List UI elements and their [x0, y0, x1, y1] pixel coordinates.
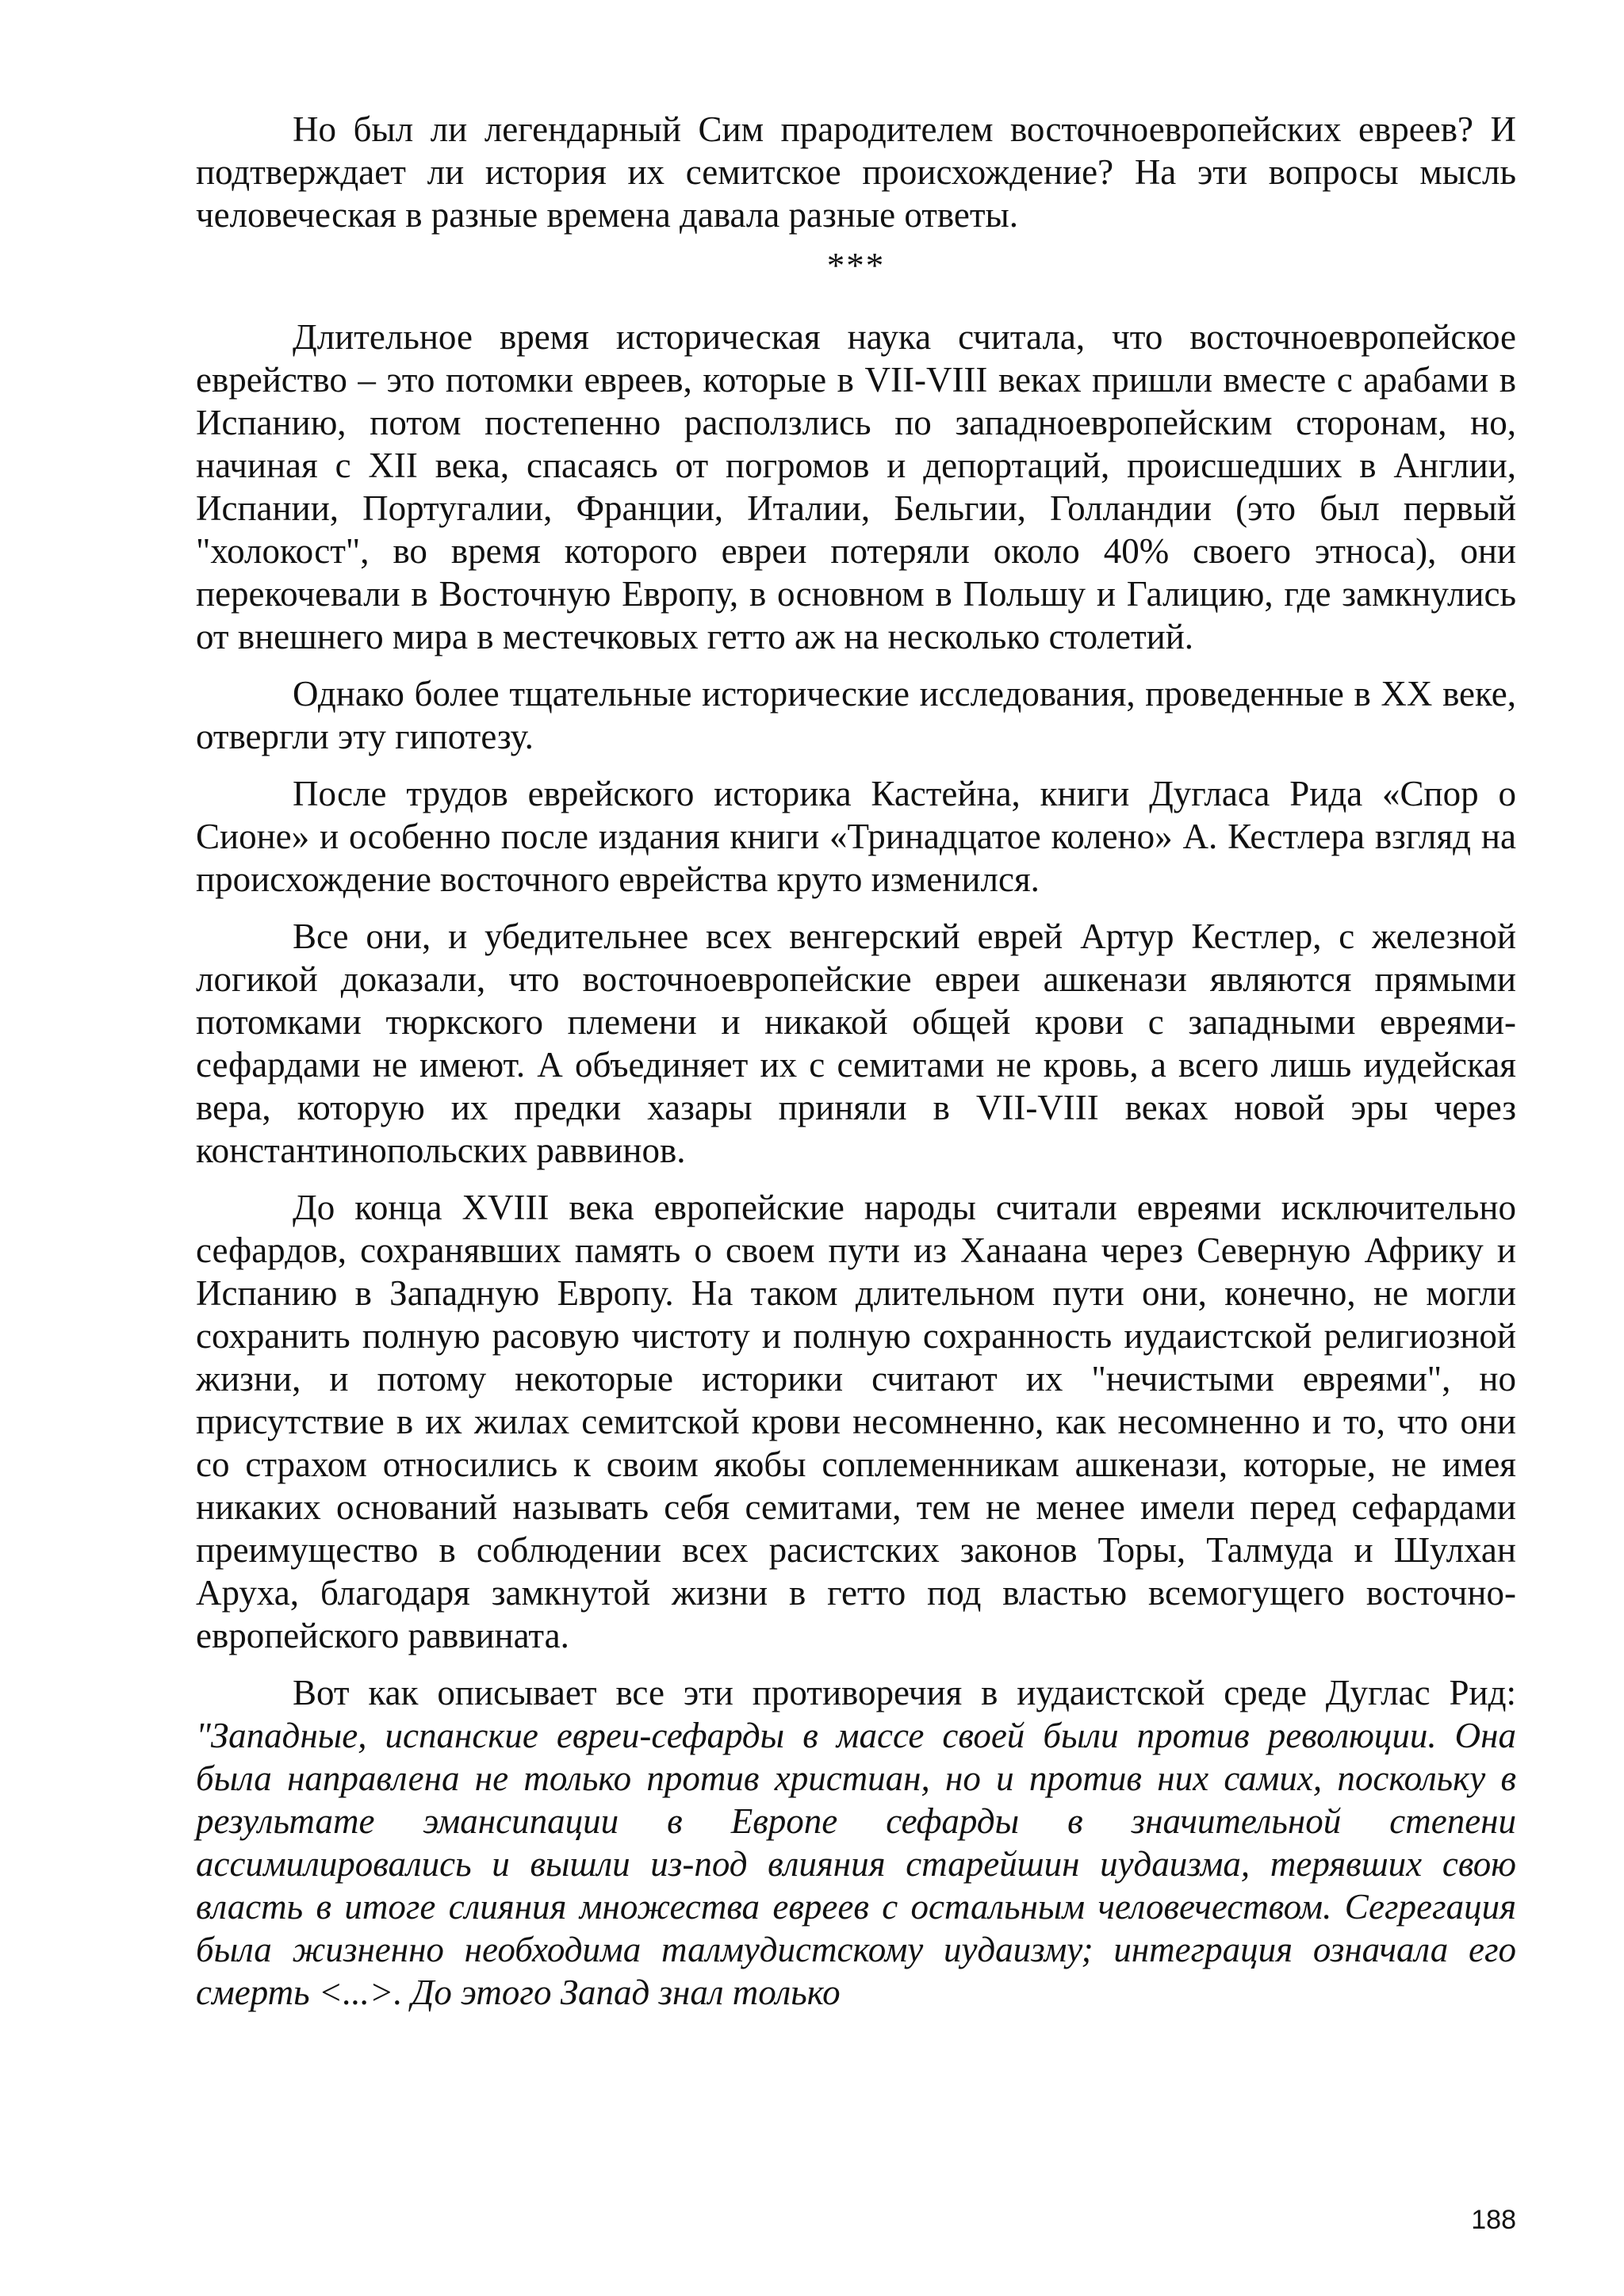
paragraph-5: Все они, и убедительнее всех венгерский еврей Артур Кестлер, с железной логикой доказали, что восточноевропейские евреи ашкенази являются прямыми потомками тюркского племени и никакой общей крови с западными евреями-сефардами не имеют. А объединяет их с семитами не кровь, а всего лишь иудейская вера, которую их предки хазары приняли в VII-VIII веках новой эры через константинопольских раввинов. [196, 916, 1516, 1170]
section-separator: *** [826, 246, 886, 285]
paragraph-1: Но был ли легендарный Сим прародителем восточноевропейских евреев? И подтверждает ли история их семитское происхождение? На эти вопросы мысль человеческая в разные времена давала разные ответы. [196, 109, 1516, 235]
document-body [196, 108, 1516, 2028]
paragraph-6: До конца XVIII века европейские народы считали евреями исключительно сефардов, сохранявших память о своем пути из Ханаана через Северную Африку и Испанию в Западную Европу. На таком длительном пути они, конечно, не могли сохранить полную расовую чистоту и полную сохранность иудаистской религиозной жизни, и потому некоторые историки считают их "нечистыми евреями", но присутствие в их жилах семитской крови несомненно, как несомненно и то, что они со страхом относились к своим якобы соплеменникам ашкенази, которые, не имея никаких оснований называть себя семитами, тем не менее имели перед сефардами преимущество в соблюдении всех расистских законов Торы, Талмуда и Шулхан Аруха, благодаря замкнутой жизни в гетто под властью всемогущего восточно-европейского раввината. [196, 1188, 1516, 1655]
paragraph-2: Длительное время историческая наука считала, что восточноевропейское еврейство – это потомки евреев, которые в VII-VIII веках пришли вместе с арабами в Испанию, потом постепенно расползлись по западноевропейским сторонам, но, начиная с XII века, спасаясь от погромов и депортаций, происшедших в Англии, Испании, Португалии, Франции, Италии, Бельгии, Голландии (это был первый "холокост", во время которого евреи потеряли около 40% своего этноса), они перекочевали в Восточную Европу, в основном в Польшу и Галицию, где замкнулись от внешнего мира в местечковых гетто аж на несколько столетий. [196, 317, 1516, 656]
paragraph-7 [196, 1671, 1516, 2014]
paragraph-4: После трудов еврейского историка Кастейна, книги Дугласа Рида «Спор о Сионе» и особенно после издания книги «Тринадцатое колено» А. Кестлера взгляд на происхождение восточного еврейства круто изменился. [196, 774, 1516, 899]
paragraph-3: Однако более тщательные исторические исследования, проведенные в XX веке, отвергли эту гипотезу. [196, 674, 1516, 756]
paragraph-7-intro: Вот как описывает все эти противоречия в иудаистской среде Дуглас Рид: [293, 1673, 1516, 1712]
page-number: 188 [1471, 2205, 1516, 2235]
douglas-reed-quote: "Западные, испанские евреи-сефарды в массе своей были против революции. Она была направлена не только против христиан, но и против них самих, поскольку в результате эмансипации в Европе сефарды в значительной степени ассимилировались и вышли из-под влияния старейшин иудаизма, терявших свою власть в итоге слияния множества евреев с остальным человечеством. Сегрегация была жизненно необходима талмудистскому иудаизму; интеграция означала его смерть <...>. До этого Запад знал только [196, 1716, 1516, 2012]
